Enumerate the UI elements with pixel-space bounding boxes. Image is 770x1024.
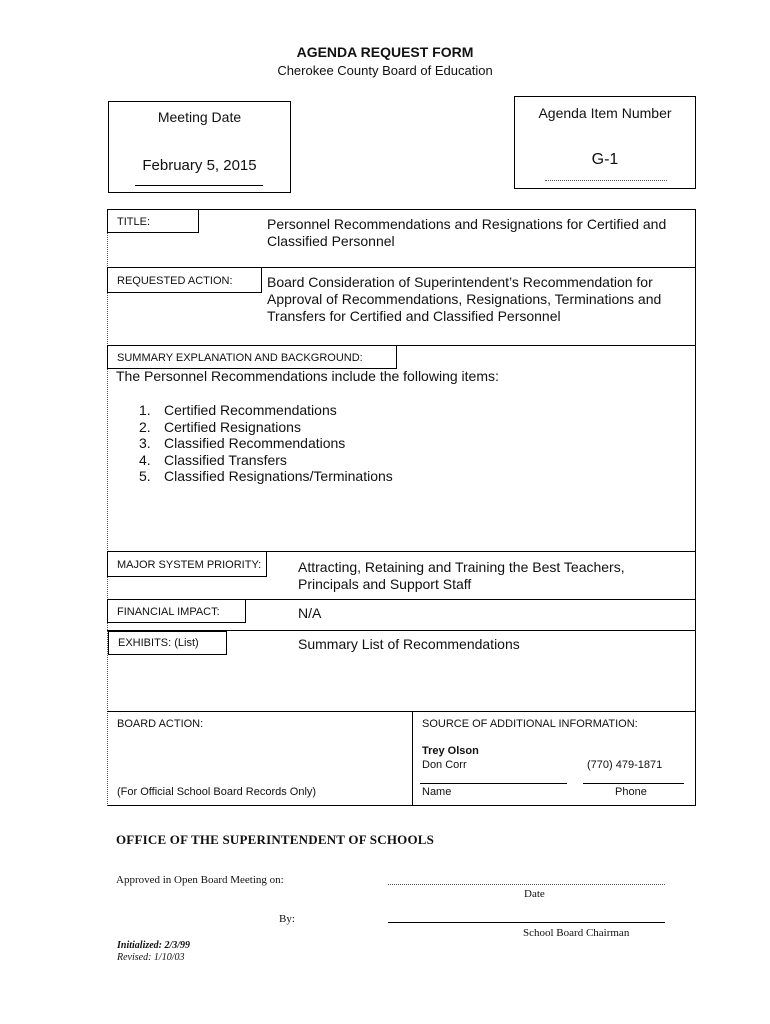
- title-value-line1: Personnel Recommendations and Resignations for Certified and: [267, 216, 667, 232]
- revised-note: Revised: 1/10/03: [117, 952, 185, 963]
- list-item: 2. Certified Resignations: [139, 418, 301, 435]
- board-source-divider: [412, 711, 413, 806]
- board-action-label: BOARD ACTION:: [117, 718, 204, 730]
- requested-action-label: REQUESTED ACTION:: [117, 275, 233, 287]
- title-label-box: [107, 209, 199, 233]
- requested-action-value: [267, 274, 661, 325]
- financial-label: FINANCIAL IMPACT:: [117, 606, 220, 618]
- meeting-date-box: [108, 101, 291, 193]
- office-heading: OFFICE OF THE SUPERINTENDENT OF SCHOOLS: [116, 832, 435, 847]
- exhibits-value: Summary List of Recommendations: [298, 636, 520, 652]
- source-label: SOURCE OF ADDITIONAL INFORMATION:: [422, 718, 638, 730]
- summary-list: [139, 402, 393, 485]
- approved-label: Approved in Open Board Meeting on:: [116, 874, 284, 886]
- date-label: Date: [524, 888, 545, 900]
- source-secondary-name: Don Corr: [422, 759, 467, 771]
- agenda-item-underline: [545, 180, 667, 181]
- phone-label: Phone: [615, 786, 647, 798]
- meeting-date-underline: [135, 185, 263, 186]
- divider-exhibits: [107, 711, 696, 712]
- initialized-note: Initialized: 2/3/99: [117, 940, 191, 951]
- agenda-item-value: G-1: [591, 151, 619, 168]
- financial-label-box: [107, 599, 246, 623]
- exhibits-label-box: [108, 631, 227, 655]
- list-item: 5. Classified Resignations/Terminations: [139, 468, 393, 484]
- priority-line2: Principals and Support Staff: [298, 576, 472, 592]
- source-phone: (770) 479-1871: [587, 759, 663, 771]
- priority-label: MAJOR SYSTEM PRIORITY:: [117, 559, 262, 571]
- title-value-line2: Classified Personnel: [267, 233, 395, 249]
- summary-label-box: [107, 345, 397, 369]
- name-label: Name: [422, 786, 452, 798]
- list-item: 3. Classified Recommendations: [139, 435, 346, 451]
- summary-label: SUMMARY EXPLANATION AND BACKGROUND:: [117, 352, 363, 364]
- list-item: 4. Classified Transfers: [139, 451, 287, 468]
- agenda-item-box: [514, 96, 696, 189]
- meeting-date-label: Meeting Date: [157, 109, 242, 125]
- by-label: By:: [279, 913, 295, 925]
- form-subtitle: Cherokee County Board of Education: [277, 63, 493, 78]
- meeting-date-value: February 5, 2015: [142, 157, 257, 174]
- agenda-item-label: Agenda Item Number: [538, 105, 672, 121]
- form-title: AGENDA REQUEST FORM: [296, 44, 474, 60]
- name-underline: [420, 783, 567, 784]
- summary-intro: The Personnel Recommendations include the following items:: [116, 368, 499, 384]
- priority-value: [298, 559, 625, 593]
- list-item: 1. Certified Recommendations: [139, 402, 337, 418]
- requested-action-line1: Board Consideration of Superintendent’s Recommendation for: [267, 274, 653, 290]
- title-label: TITLE:: [117, 216, 151, 228]
- requested-action-label-box: [107, 267, 262, 293]
- requested-action-line2: Approval of Recommendations, Resignations, Terminations and: [267, 291, 662, 307]
- title-value: [267, 216, 666, 250]
- date-line: [388, 884, 665, 885]
- phone-underline: [583, 783, 684, 784]
- source-primary-name: Trey Olson: [422, 745, 479, 757]
- financial-value: N/A: [298, 605, 322, 621]
- board-action-note: (For Official School Board Records Only): [117, 786, 317, 798]
- signature-line: [388, 922, 665, 923]
- requested-action-line3: Transfers for Certified and Classified Personnel: [267, 308, 561, 324]
- priority-label-box: [107, 551, 267, 577]
- priority-line1: Attracting, Retaining and Training the Best Teachers,: [298, 559, 625, 575]
- exhibits-label: EXHIBITS: (List): [118, 637, 199, 649]
- chairman-label: School Board Chairman: [523, 927, 630, 939]
